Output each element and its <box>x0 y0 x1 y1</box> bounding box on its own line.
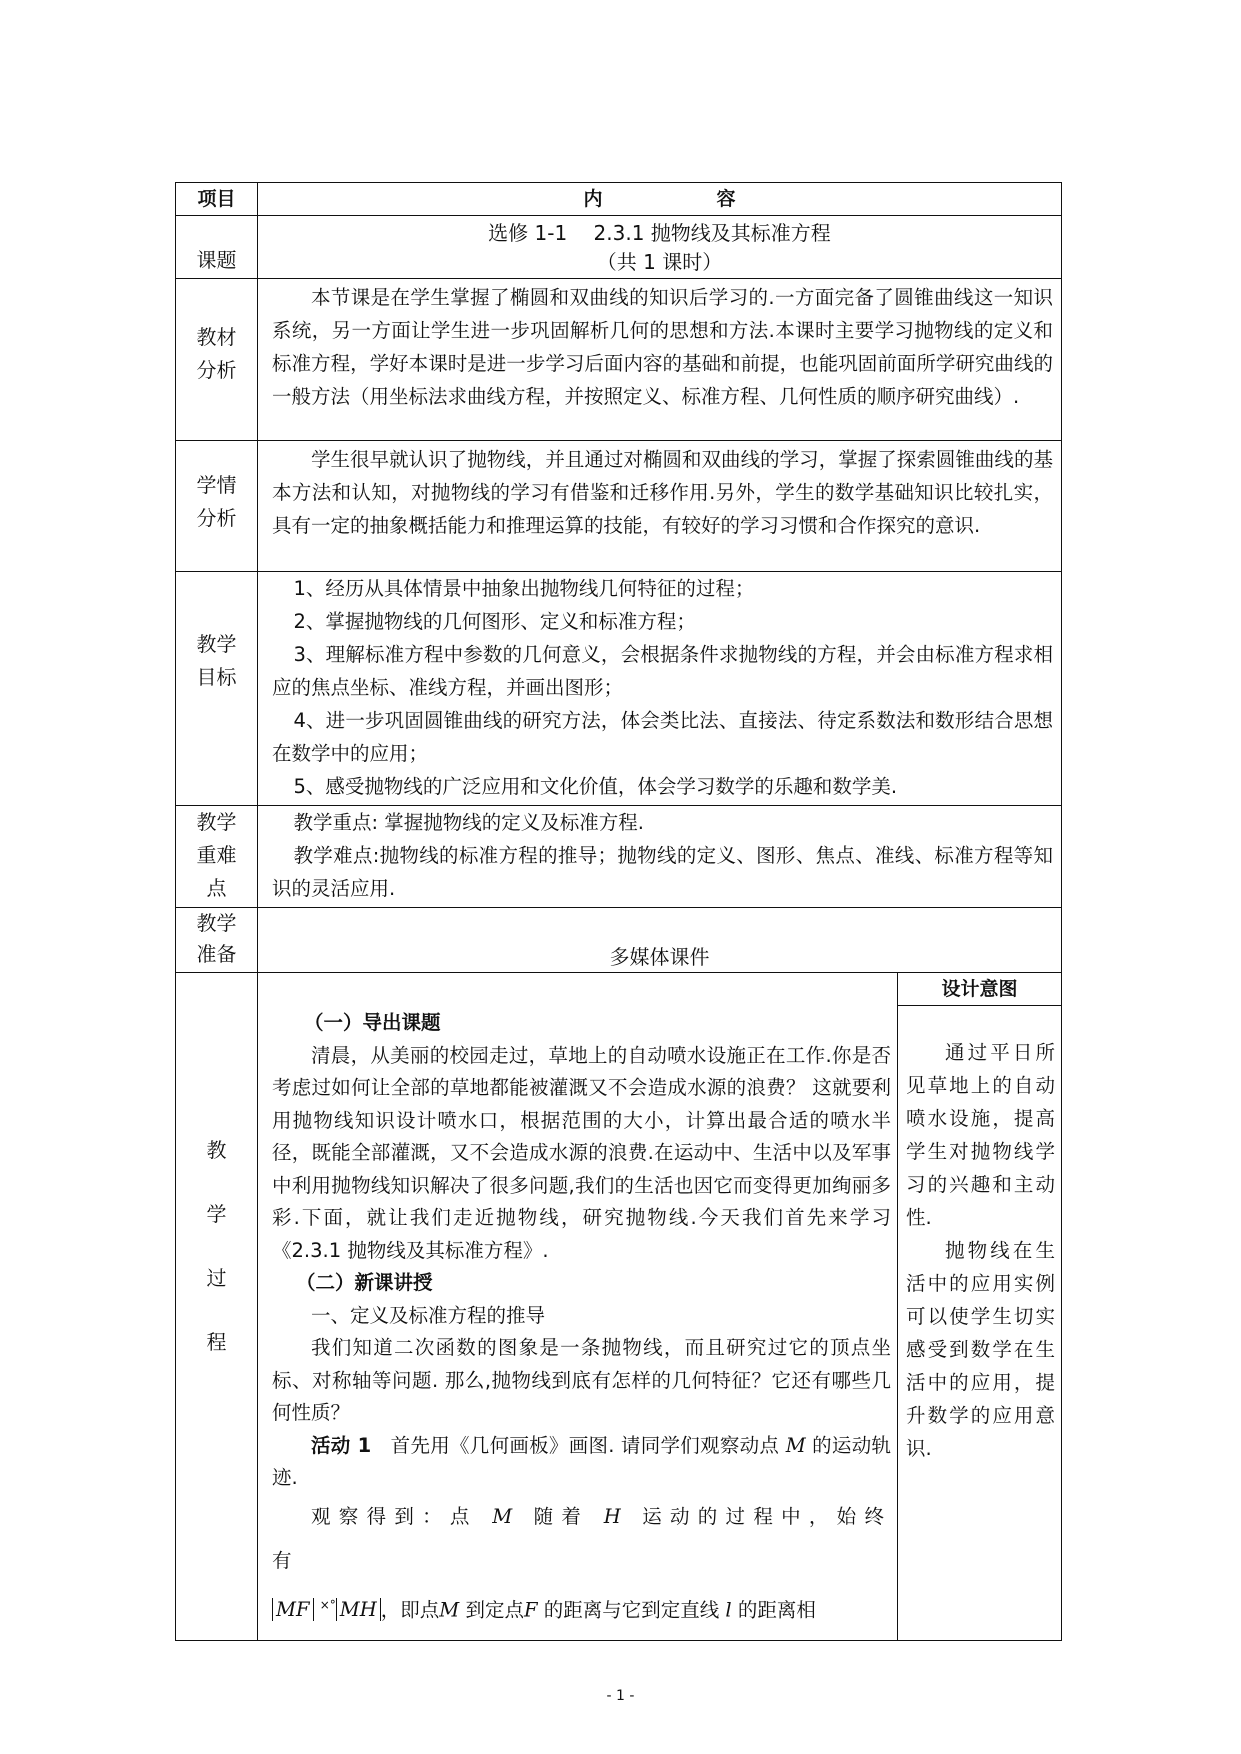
sub1-text: 我们知道二次函数的图象是一条抛物线，而且研究过它的顶点坐标、对称轴等问题. 那么,抛物线到底有怎样的几何特征？它还有哪些几何性质？ <box>272 1336 891 1424</box>
topic-hours: （共 1 课时） <box>596 250 723 274</box>
design-intent-column <box>898 973 1061 1640</box>
process-row <box>176 973 1062 1641</box>
observation-formula-line: MF ×° MH ，即点M 到定点F 的距离与它到定直线 l 的距离相 <box>272 1583 891 1633</box>
topic-title: 选修 1-1 2.3.1 抛物线及其标准方程 <box>488 221 831 245</box>
material-text: 本节课是在学生掌握了椭圆和双曲线的知识后学习的.一方面完备了圆锥曲线这一知识系统，另一方面让学生进一步巩固解析几何的思想和方法.本课时主要学习抛物线的定义和标准方程，学好本课时是进一步学习后面内容的基础和前提，也能巩固前面所学研究曲线的一般方法（用坐标法求曲线方程，并按照定义、标准方程、几何性质的顺序研究曲线）. <box>272 286 1053 408</box>
material-label: 教材 分析 <box>176 279 258 441</box>
section1-text: 清晨，从美丽的校园走过，草地上的自动喷水设施正在工作.你是否考虑过如何让全部的草地都能被灌溉又不会造成水源的浪费？ 这就要利用抛物线知识设计喷水口，根据范围的大小，计算出最合适的喷水半径，既能全部灌溉，又不会造成水源的浪费.在运动中、生活中以及军事中利用抛物线知识解决了很多问题,我们的生活也因它而变得更加绚丽多彩.下面，就让我们走近抛物线，研究抛物线.今天我们首先来学习《2.3.1 抛物线及其标准方程》. <box>272 1043 891 1262</box>
table-header-row <box>176 183 1062 216</box>
header-content: 内 容 <box>258 183 1062 216</box>
key-points-content <box>258 806 1062 908</box>
goal-item: 4、进一步巩固圆锥曲线的研究方法，体会类比法、直接法、待定系数法和数形结合思想在数学中的应用； <box>272 709 1053 765</box>
design-intent-header: 设计意图 <box>898 973 1061 1006</box>
key-points-row <box>176 806 1062 908</box>
student-analysis-row <box>176 441 1062 572</box>
preparation-row <box>176 908 1062 973</box>
goal-item: 1、经历从具体情景中抽象出抛物线几何特征的过程； <box>293 577 755 600</box>
topic-content <box>258 216 1062 279</box>
header-item: 项目 <box>176 183 258 216</box>
goals-label: 教学 目标 <box>176 572 258 806</box>
preparation-label: 教学 准备 <box>176 908 258 973</box>
difficult-point: 教学难点:抛物线的标准方程的推导；抛物线的定义、图形、焦点、准线、标准方程等知识的灵活应用. <box>272 844 1053 900</box>
lesson-plan-table <box>175 182 1062 1641</box>
observation-paragraph: 观察得到：点 M 随着 H 运动的过程中，始终有 <box>272 1504 891 1572</box>
goal-item: 5、感受抛物线的广泛应用和文化价值，体会学习数学的乐趣和数学美. <box>293 775 898 798</box>
goal-item: 2、掌握抛物线的几何图形、定义和标准方程； <box>293 610 696 633</box>
students-label: 学情 分析 <box>176 441 258 572</box>
topic-row <box>176 216 1062 279</box>
section2-title: （二）新课讲授 <box>296 1271 433 1294</box>
process-main <box>258 973 898 1640</box>
goals-row <box>176 572 1062 806</box>
key-points-label: 教学 重难 点 <box>176 806 258 908</box>
topic-label: 课题 <box>176 216 258 279</box>
students-text: 学生很早就认识了抛物线，并且通过对椭圆和双曲线的学习，掌握了探索圆锥曲线的基本方法和认知，对抛物线的学习有借鉴和迁移作用.另外，学生的数学基础知识比较扎实，具有一定的抽象概括能力和推理运算的技能，有较好的学习习惯和合作探究的意识. <box>272 448 1053 537</box>
section1-title: （一）导出课题 <box>304 1011 441 1034</box>
preparation-content <box>258 908 1062 973</box>
key-point: 教学重点: 掌握抛物线的定义及标准方程. <box>293 811 644 834</box>
preparation-text: 多媒体课件 <box>609 945 710 969</box>
process-content <box>258 973 1062 1641</box>
sub1-title: 一、定义及标准方程的推导 <box>311 1303 546 1327</box>
material-content <box>258 279 1062 441</box>
material-analysis-row <box>176 279 1062 441</box>
design-intent-text: 通过平日所见草地上的自动喷水设施，提高学生对抛物线学习的兴趣和主动性. 抛物线在生活中的应用实例可以使学生切实感受到数学在生活中的应用，提升数学的应用意识. <box>906 1041 1055 1460</box>
goal-item: 3、理解标准方程中参数的几何意义，会根据条件求抛物线的方程，并会由标准方程求相应的焦点坐标、准线方程，并画出图形； <box>272 643 1053 699</box>
process-label: 教 学 过 程 <box>176 973 258 1641</box>
activity-paragraph: 活动 1 首先用《几何画板》画图. 请同学们观察动点 M 的运动轨迹. <box>272 1433 891 1489</box>
students-content <box>258 441 1062 572</box>
page-number: - 1 - <box>606 1688 635 1704</box>
goals-content <box>258 572 1062 806</box>
